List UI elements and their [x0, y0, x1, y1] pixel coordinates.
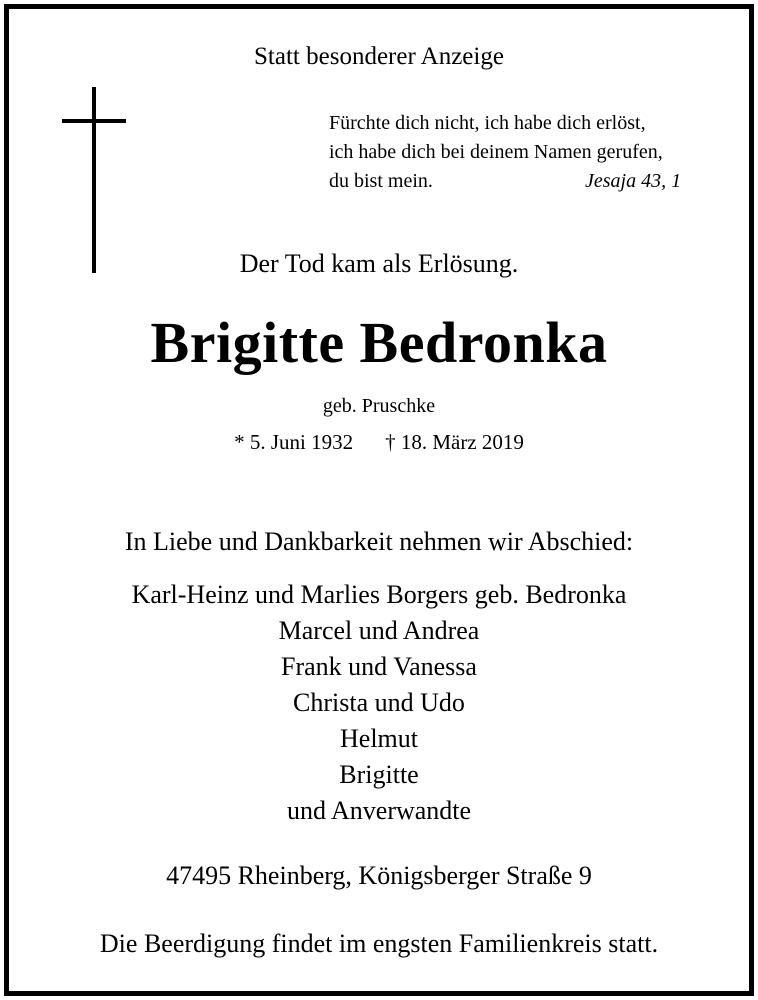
deceased-name: Brigitte Bedronka: [150, 310, 608, 375]
latin-cross-icon-bar: [62, 119, 126, 123]
funeral-note: Die Beerdigung findet im engsten Familienkreis statt.: [99, 929, 659, 958]
family-member: Christa und Udo: [293, 688, 465, 717]
bible-verse: [329, 109, 682, 196]
maiden-name: geb. Pruschke: [322, 395, 436, 417]
birth-date: * 5. Juni 1932: [234, 430, 354, 454]
obituary-card: [4, 4, 754, 996]
address: 47495 Rheinberg, Königsberger Straße 9: [166, 861, 592, 890]
intro-text: Der Tod kam als Erlösung.: [239, 249, 519, 278]
family-member: Frank und Vanessa: [281, 652, 477, 681]
life-dates: [9, 430, 749, 455]
latin-cross-icon: [92, 87, 96, 273]
family-member: Brigitte: [339, 760, 419, 789]
verse-line: du bist mein.: [329, 170, 433, 192]
death-date: † 18. März 2019: [385, 430, 524, 454]
verse-line: ich habe dich bei deinem Namen gerufen,: [329, 141, 663, 163]
family-list: [9, 577, 749, 829]
family-member: und Anverwandte: [286, 796, 472, 825]
farewell-text: In Liebe und Dankbarkeit nehmen wir Abschied:: [124, 527, 634, 556]
family-member: Marcel und Andrea: [278, 616, 480, 645]
family-member: Helmut: [340, 724, 418, 753]
verse-line: Fürchte dich nicht, ich habe dich erlöst,: [329, 112, 646, 134]
verse-reference: Jesaja 43, 1: [585, 170, 682, 192]
family-member: Karl-Heinz und Marlies Borgers geb. Bedronka: [131, 580, 627, 609]
header-text: Statt besonderer Anzeige: [254, 43, 504, 70]
